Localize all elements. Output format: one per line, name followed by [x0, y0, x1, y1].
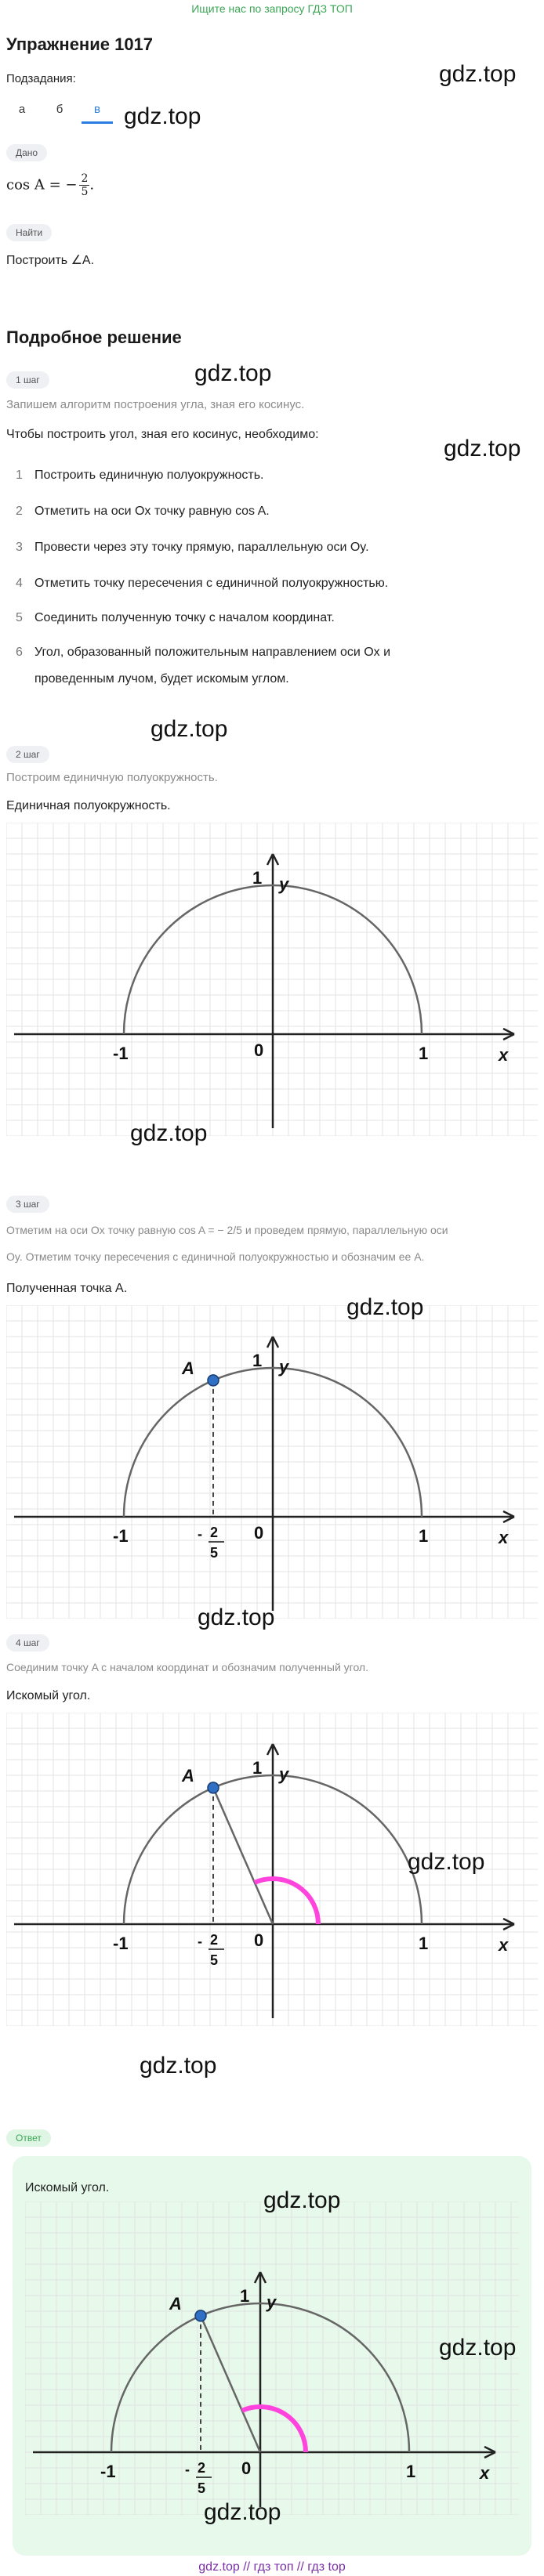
- watermark: gdz.top: [444, 436, 521, 461]
- step3-intro-1: Отметим на оси Ox точку равную cos A = − 2/5 и проведем прямую, параллельную оси: [6, 1224, 448, 1236]
- ray-OA: [201, 2316, 260, 2452]
- given-chip: Дано: [6, 144, 47, 161]
- watermark: gdz.top: [439, 61, 517, 87]
- footer-links[interactable]: gdz.top // гдз топ // гдз top: [198, 2560, 346, 2574]
- watermark: gdz.top: [263, 2187, 341, 2213]
- x-axis-label: x: [480, 2463, 490, 2483]
- origin-label: 0: [241, 2458, 252, 2478]
- graph-step2: [6, 823, 538, 1140]
- watermark: gdz.top: [346, 1294, 424, 1320]
- find-text: Построить ∠A.: [6, 254, 95, 267]
- tick-label-minus-one: -1: [113, 1934, 129, 1953]
- step2-intro: Построим единичную полуокружность.: [6, 771, 218, 784]
- frac-den-label: 5: [210, 1952, 219, 1968]
- angle-arc: [255, 1879, 318, 1924]
- angle-arc: [242, 2407, 306, 2452]
- subtasks-label: Подзадания:: [6, 72, 76, 85]
- point-A-label: A: [182, 1358, 194, 1378]
- solution-title: Подробное решение: [6, 327, 182, 347]
- coordinate-plane: [6, 823, 538, 1136]
- watermark: gdz.top: [151, 716, 228, 742]
- given-lhs: cos A = −: [6, 176, 78, 194]
- list-item: 4 Отметить точку пересечения с единичной полуокружностью.: [16, 577, 389, 590]
- point-A-label: A: [169, 2293, 182, 2314]
- find-chip: Найти: [6, 224, 52, 241]
- y-axis-label: y: [279, 874, 289, 894]
- step2-chip: 2 шаг: [6, 746, 49, 763]
- ray-OA: [213, 1788, 273, 1924]
- step2-caption: Единичная полуокружность.: [6, 799, 171, 812]
- frac-den-label: 5: [198, 2480, 206, 2496]
- tick-label-one-y: 1: [252, 1758, 263, 1778]
- list-item: 6 Угол, образованный положительным направлением оси Ox и: [16, 646, 391, 659]
- point-A: [208, 1375, 219, 1386]
- frac-den-label: 5: [210, 1545, 219, 1561]
- x-axis-label: x: [499, 1935, 509, 1955]
- watermark: gdz.top: [198, 1605, 275, 1630]
- list-item: 1 Построить единичную полуокружность.: [16, 469, 264, 482]
- coordinate-plane: [6, 1305, 538, 1619]
- list-item: 5 Соединить полученную точку с началом координат.: [16, 611, 335, 624]
- given-fraction: $\frac{2}{5}$: [81, 172, 89, 198]
- watermark: gdz.top: [194, 360, 272, 386]
- origin-label: 0: [254, 1523, 264, 1543]
- y-axis-label: y: [279, 1357, 289, 1377]
- frac-minus-label: -: [185, 2462, 190, 2477]
- watermark: gdz.top: [408, 1849, 485, 1875]
- frac-num-label: 2: [198, 2460, 206, 2476]
- step1-intro: Запишем алгоритм построения угла, зная его косинус.: [6, 398, 305, 411]
- page-title: Упражнение 1017: [6, 34, 154, 54]
- frac-minus-label: -: [198, 1934, 202, 1949]
- step4-intro: Соединим точку A с началом координат и обозначим полученный угол.: [6, 1661, 368, 1673]
- tick-label-minus-one: -1: [100, 2462, 116, 2481]
- point-A-label: A: [182, 1765, 194, 1785]
- frac-num-label: 2: [210, 1525, 219, 1540]
- tick-label-one-y: 1: [240, 2286, 250, 2306]
- graph-step3: [6, 1305, 538, 1623]
- point-A: [208, 1782, 219, 1793]
- given-expression: cos A = − $\frac{2}{5}$ .: [6, 172, 95, 198]
- origin-label: 0: [254, 1930, 264, 1950]
- tick-label-one: 1: [419, 1526, 429, 1546]
- step3-chip: 3 шаг: [6, 1196, 49, 1213]
- tab-v[interactable]: в: [82, 96, 113, 124]
- tick-label-minus-one: -1: [113, 1526, 129, 1546]
- watermark: gdz.top: [124, 103, 201, 129]
- step1-chip: 1 шаг: [6, 371, 49, 389]
- tick-label-one: 1: [406, 2462, 416, 2481]
- watermark: gdz.top: [130, 1120, 208, 1146]
- y-axis-label: y: [267, 2292, 277, 2312]
- tick-label-one: 1: [419, 1044, 429, 1063]
- frac-num-label: 2: [210, 1932, 219, 1948]
- x-axis-label: x: [499, 1528, 509, 1547]
- origin-label: 0: [254, 1040, 264, 1060]
- answer-caption: Искомый угол.: [25, 2181, 110, 2194]
- frac-minus-label: -: [198, 1526, 202, 1542]
- step4-caption: Искомый угол.: [6, 1689, 91, 1702]
- step3-caption: Полученная точка A.: [6, 1282, 128, 1295]
- point-A: [195, 2310, 206, 2321]
- x-axis-label: x: [499, 1045, 509, 1065]
- tick-label-minus-one: -1: [113, 1044, 129, 1063]
- list-item: 2 Отметить на оси Ox точку равную cos A.: [16, 505, 270, 518]
- watermark: gdz.top: [439, 2335, 517, 2361]
- watermark: gdz.top: [204, 2499, 281, 2525]
- tab-b[interactable]: б: [56, 103, 63, 116]
- top-search-link[interactable]: Ищите нас по запросу ГДЗ ТОП: [191, 2, 353, 15]
- watermark: gdz.top: [140, 2053, 217, 2079]
- tick-label-one-y: 1: [252, 868, 263, 888]
- y-axis-label: y: [279, 1764, 289, 1784]
- tick-label-one-y: 1: [252, 1351, 263, 1370]
- tab-a[interactable]: а: [18, 103, 26, 116]
- step1-lead: Чтобы построить угол, зная его косинус, необходимо:: [6, 428, 319, 441]
- tick-label-one: 1: [419, 1934, 429, 1953]
- list-item: проведенным лучом, будет искомым углом.: [34, 672, 289, 686]
- list-item: 3 Провести через эту точку прямую, параллельную оси Oy.: [16, 541, 369, 554]
- step4-chip: 4 шаг: [6, 1634, 49, 1652]
- answer-chip: Ответ: [6, 2129, 51, 2147]
- step3-intro-2: Oy. Отметим точку пересечения с единичной полуокружностью и обозначим ее A.: [6, 1250, 425, 1263]
